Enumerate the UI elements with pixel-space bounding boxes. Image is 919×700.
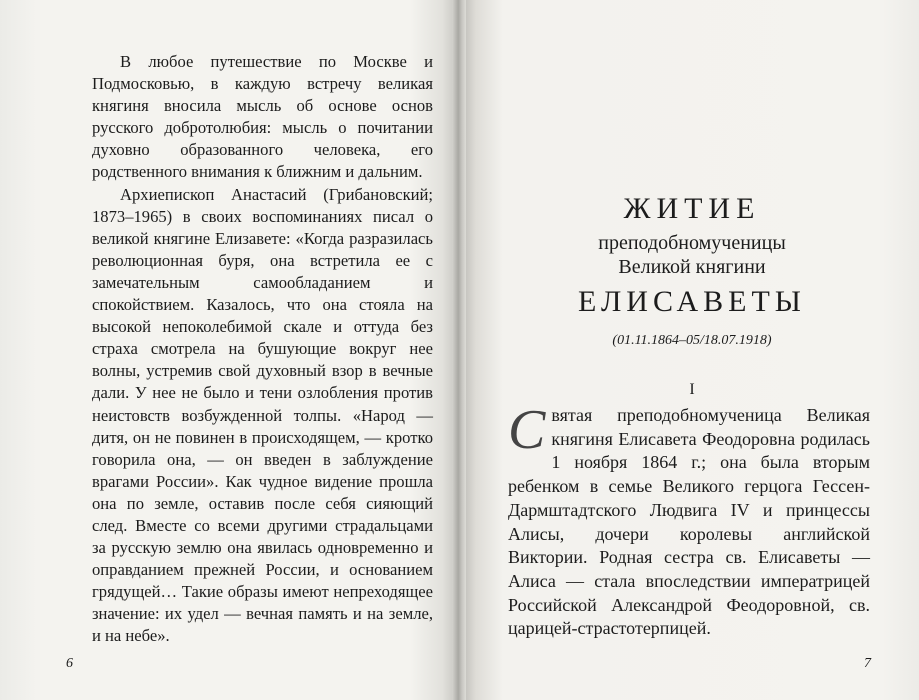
title-main: ЖИТИЕ: [623, 192, 761, 225]
drop-cap: С: [508, 399, 546, 461]
chapter-title-block: [502, 190, 882, 351]
left-paragraph-1: В любое путешествие по Москве и Подмосковью, в каждую встречу великая княгиня вносила мысль об основе основ русского добротолюбия: мысль о почитании духовно образованного человека, его родственного внимания к ближним и дальним.: [92, 52, 433, 182]
title-subtitle-line1: преподобномученицы: [598, 232, 786, 254]
left-page-number: 6: [66, 656, 73, 671]
chapter-number: I: [689, 381, 695, 398]
title-subtitle-line2: Великой княгини: [618, 256, 766, 278]
title-dates: (01.11.1864–05/18.07.1918): [612, 333, 772, 348]
right-page-text: [508, 399, 870, 641]
right-paragraph-body: вятая преподобномученица Великая княгиня Елисавета Феодоровна родилась 1 ноября 1864 г.; она была вторым ребенком в семье Великого герцога Гессен-Дармштадтского Людвига IV и принцессы Алисы, дочери королевы английской Виктории. Родная сестра св. Елисаветы — Алиса — стала впоследствии императрицей Российской Александрой Феодоровной, св. царицей-страстотерпицей.: [508, 405, 870, 639]
right-paragraph: [508, 399, 870, 641]
book-gutter: [452, 0, 466, 700]
left-paragraph-2: Архиепископ Анастасий (Грибановский; 1873–1965) в своих воспоминаниях писал о великой княгине Елизавете: «Когда разразилась революционная буря, она встретила ее с замечательным самообладанием и спокойствием. Казалось, что она стояла на высокой непоколебимой скале и оттуда без страха смотрела на бушующие вокруг нее волны, устремив свой духовный взор в вечные дали. У нее не было и тени озлобления против неистовств возбужденной толпы. «Народ — дитя, он не повинен в происходящем, — кротко говорила она, — он введен в заблуждение врагами России». Как чудное видение прошла она по земле, оставив после себя сияющий след. Вместе со всеми другими страдальцами за русскую землю она явилась одновременно и оправданием прежней России, и основанием грядущей… Такие образы имеют непреходящее значение: их удел — вечная память и на земле, и на небе».: [92, 184, 433, 646]
left-page-text: [92, 51, 433, 648]
title-name: ЕЛИСАВЕТЫ: [578, 285, 806, 318]
right-page-number: 7: [864, 656, 871, 671]
